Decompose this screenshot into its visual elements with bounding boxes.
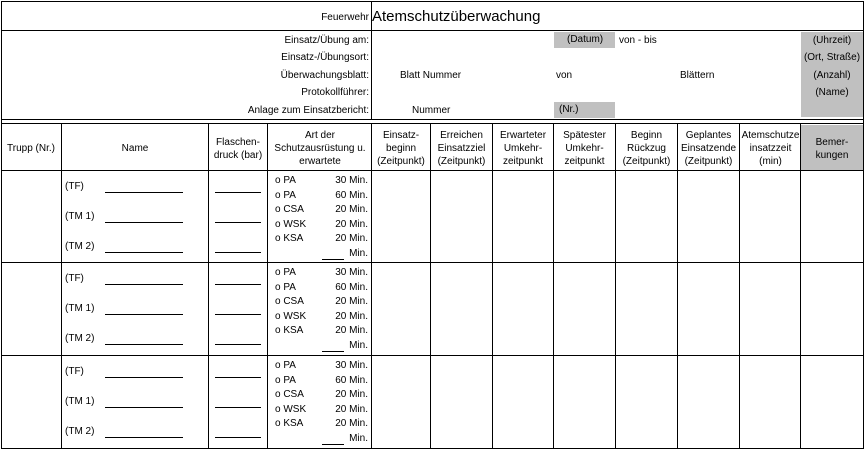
frame-bottom	[1, 448, 864, 449]
group-divider-1	[1, 262, 864, 263]
ort-label: Einsatz-/Übungsort:	[281, 52, 369, 63]
von-bis-value: von - bis	[619, 35, 657, 46]
equipment-duration: 20 Min.	[335, 310, 368, 322]
col-beginn-rueckzug: Beginn Rückzug (Zeitpunkt)	[622, 130, 671, 167]
blaettern-value: Blättern	[680, 70, 715, 81]
equipment-option[interactable]: o WSK	[275, 403, 307, 415]
header-divider	[1, 170, 864, 171]
col-geplantes-einsatzende: Geplantes Einsatzende (Zeitpunkt)	[680, 130, 737, 167]
trupp-role-label: (TM 1)	[65, 303, 95, 314]
name-value: (Name)	[815, 87, 849, 98]
name-field[interactable]	[105, 344, 183, 345]
column-divider	[615, 124, 616, 449]
column-divider	[739, 124, 740, 449]
column-divider	[267, 124, 268, 449]
pressure-field[interactable]	[215, 407, 261, 408]
trupp-role-label: (TM 1)	[65, 211, 95, 222]
frame-left	[1, 1, 2, 449]
name-field[interactable]	[105, 284, 183, 285]
anlage-label: Anlage zum Einsatzbericht:	[247, 105, 369, 116]
pressure-field[interactable]	[215, 344, 261, 345]
info-col-divider	[371, 31, 372, 119]
trupp-role-label: (TM 2)	[65, 333, 95, 344]
equipment-duration: 60 Min.	[335, 189, 368, 201]
col-spaetester-umkehrzeitpunkt: Spätester Umkehr- zeitpunkt	[563, 130, 606, 167]
uhrzeit-value: (Uhrzeit)	[812, 35, 852, 46]
page-title: Atemschutzüberwachung	[372, 8, 541, 25]
trupp-role-label: (TF)	[65, 181, 84, 192]
equipment-duration: Min.	[349, 339, 368, 351]
name-field[interactable]	[105, 407, 183, 408]
name-field[interactable]	[105, 377, 183, 378]
equipment-duration: 20 Min.	[335, 204, 368, 215]
equipment-option[interactable]: o PA	[275, 189, 296, 201]
equipment-duration: 20 Min.	[335, 418, 368, 429]
anzahl-value: (Anzahl)	[813, 70, 851, 81]
info-divider-2	[1, 123, 864, 124]
blatt-label: Überwachungsblatt:	[280, 70, 369, 81]
protokoll-label: Protokollführer:	[301, 87, 369, 98]
col-erreichen-einsatzziel: Erreichen Einsatzziel (Zeitpunkt)	[437, 130, 486, 167]
col-flaschendruck: Flaschen- druck (bar)	[213, 137, 263, 161]
title-col-divider	[371, 1, 372, 30]
equipment-duration: 30 Min.	[335, 267, 368, 278]
equipment-option[interactable]: o PA	[275, 360, 296, 371]
equipment-duration: 20 Min.	[335, 325, 368, 336]
equipment-option[interactable]: o KSA	[275, 418, 304, 429]
equipment-duration: 20 Min.	[335, 296, 368, 307]
name-field[interactable]	[105, 192, 183, 193]
pressure-field[interactable]	[215, 314, 261, 315]
column-divider	[430, 124, 431, 449]
pressure-field[interactable]	[215, 377, 261, 378]
col-art-schutzausruestung: Art der Schutzausrüstung u. erwartete	[274, 130, 366, 167]
column-divider	[371, 124, 372, 449]
column-divider	[492, 124, 493, 449]
equipment-duration: 60 Min.	[335, 281, 368, 293]
pressure-field[interactable]	[215, 284, 261, 285]
col-bemerkungen: Bemer- kungen	[815, 137, 849, 161]
trupp-role-label: (TF)	[65, 273, 84, 284]
von-value: von	[556, 70, 573, 81]
equipment-option[interactable]: o PA	[275, 374, 296, 386]
column-divider	[800, 124, 801, 449]
pressure-field[interactable]	[215, 252, 261, 253]
trupp-role-label: (TM 2)	[65, 426, 95, 437]
title-divider	[1, 30, 864, 31]
name-field[interactable]	[105, 222, 183, 223]
nummer-value: Nummer	[412, 105, 451, 116]
equipment-option[interactable]: o CSA	[275, 204, 304, 215]
col-einsatzbeginn: Einsatz- beginn (Zeitpunkt)	[377, 130, 425, 167]
column-divider	[553, 124, 554, 449]
name-field[interactable]	[105, 314, 183, 315]
custom-duration-field[interactable]	[322, 444, 344, 445]
col-erwarteter-umkehrzeitpunkt: Erwarteter Umkehr- zeitpunkt	[499, 130, 547, 167]
custom-duration-field[interactable]	[322, 351, 344, 352]
equipment-duration: 20 Min.	[335, 389, 368, 400]
frame-top	[1, 1, 864, 2]
datum-value: (Datum)	[567, 34, 604, 45]
pressure-field[interactable]	[215, 437, 261, 438]
org-label: Feuerwehr	[321, 12, 369, 23]
trupp-role-label: (TF)	[65, 366, 84, 377]
column-divider	[61, 124, 62, 449]
column-divider	[208, 124, 209, 449]
equipment-option[interactable]: o KSA	[275, 325, 304, 336]
equipment-option[interactable]: o CSA	[275, 296, 304, 307]
pressure-field[interactable]	[215, 222, 261, 223]
nr-value: (Nr.)	[559, 104, 579, 115]
equipment-option[interactable]: o KSA	[275, 233, 304, 244]
ort-value: (Ort, Straße)	[803, 52, 861, 63]
equipment-duration: Min.	[349, 247, 368, 259]
group-divider-2	[1, 355, 864, 356]
trupp-role-label: (TM 1)	[65, 396, 95, 407]
frame-right	[863, 1, 864, 449]
equipment-duration: 20 Min.	[335, 233, 368, 244]
col-name: Name	[121, 143, 149, 154]
col-atemschutzeinsatzzeit: Atemschutze insatzzeit (min)	[741, 130, 800, 167]
trupp-role-label: (TM 2)	[65, 241, 95, 252]
equipment-duration: 30 Min.	[335, 175, 368, 186]
col-trupp: Trupp (Nr.)	[7, 143, 55, 154]
equipment-duration: 30 Min.	[335, 360, 368, 371]
equipment-option[interactable]: o PA	[275, 281, 296, 293]
equipment-duration: 60 Min.	[335, 374, 368, 386]
equipment-option[interactable]: o PA	[275, 175, 296, 186]
equipment-option[interactable]: o PA	[275, 267, 296, 278]
equipment-duration: Min.	[349, 432, 368, 444]
custom-duration-field[interactable]	[322, 259, 344, 260]
equipment-duration: 20 Min.	[335, 403, 368, 415]
einsatz-label: Einsatz/Übung am:	[284, 35, 369, 46]
name-field[interactable]	[105, 252, 183, 253]
equipment-option[interactable]: o WSK	[275, 218, 307, 230]
pressure-field[interactable]	[215, 192, 261, 193]
name-field[interactable]	[105, 437, 183, 438]
column-divider	[677, 124, 678, 449]
blatt-nummer-value: Blatt Nummer	[400, 70, 462, 81]
equipment-option[interactable]: o CSA	[275, 389, 304, 400]
info-divider-1	[1, 119, 864, 120]
equipment-duration: 20 Min.	[335, 218, 368, 230]
equipment-option[interactable]: o WSK	[275, 310, 307, 322]
